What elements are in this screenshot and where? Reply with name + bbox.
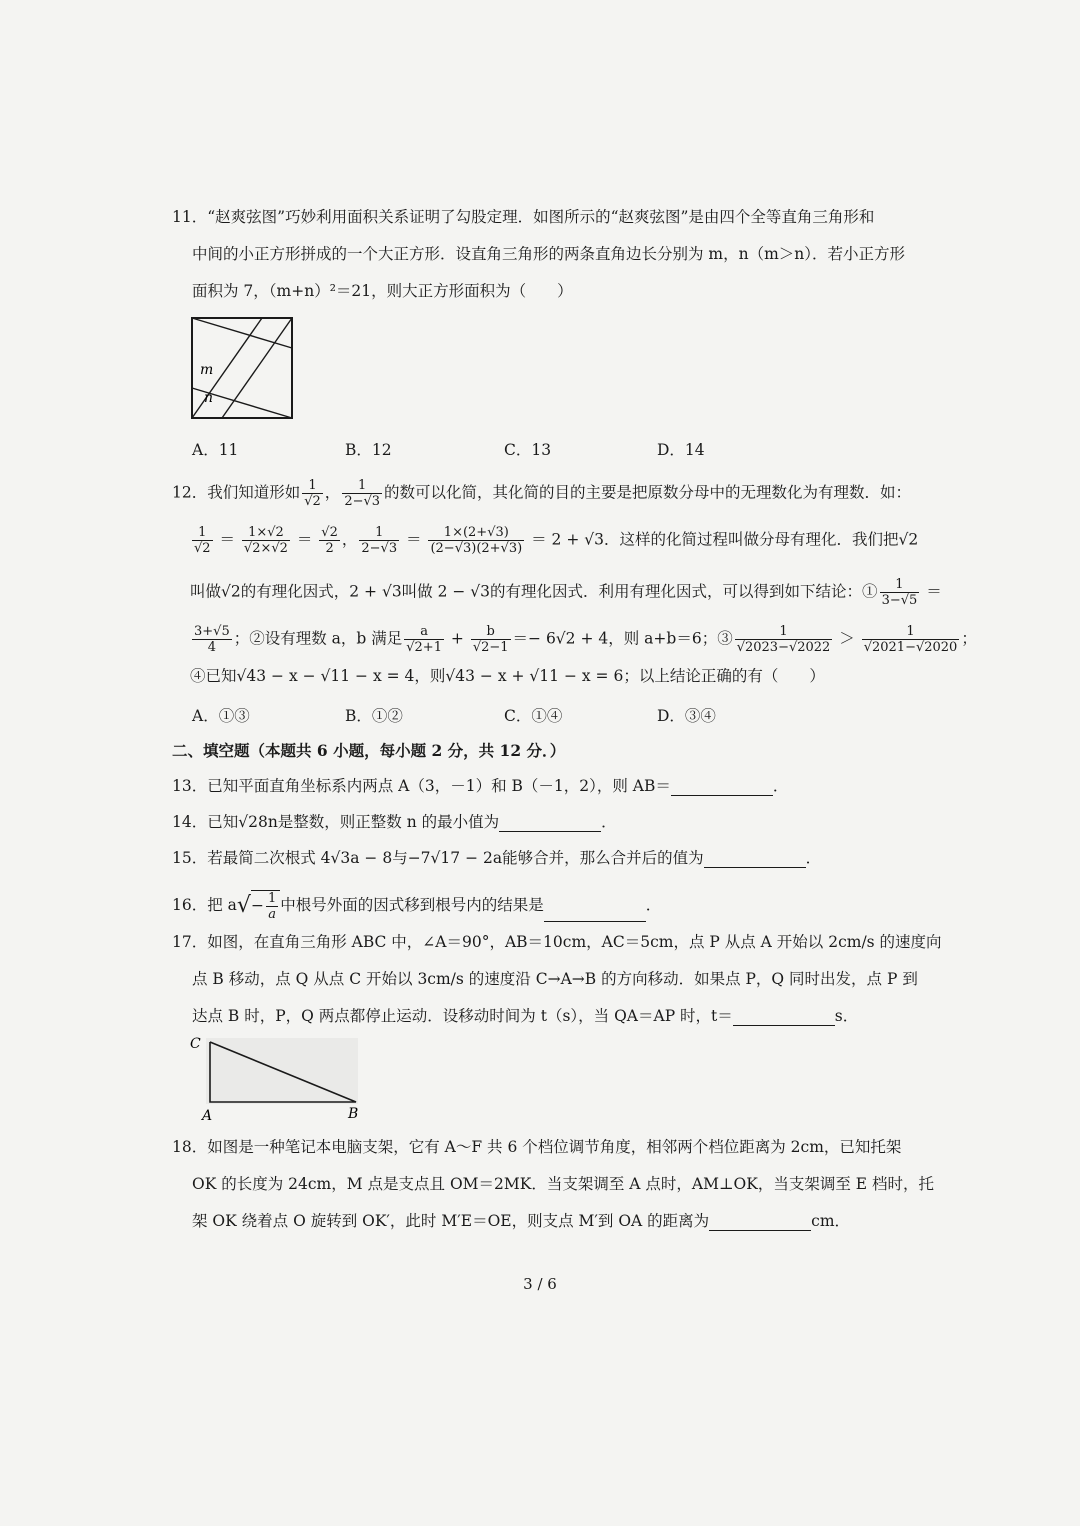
q12-conclusion-2: ；②设有理数 a，b 满足 [233,629,403,648]
q11-option-b: B．12 [345,441,392,459]
q11-option-c: C．13 [504,441,552,459]
fraction [192,525,213,556]
q17-line-1: 17．如图，在直角三角形 ABC 中，∠A＝90°，AB＝10cm，AC＝5cm，点 P 从点 A 开始以 2cm/s 的速度向 [172,933,942,951]
triangle-side-3 [222,318,292,418]
fraction [404,624,444,655]
q18-line-2: OK 的长度为 24cm，M 点是支点且 OM＝2MK．当支架调至 A 点时，AM⊥OK，当支架调至 E 档时，托 [192,1175,935,1193]
q12-option-b: B．①② [345,707,403,725]
q18-line-1: 18．如图是一种笔记本电脑支架，它有 A～F 共 6 个档位调节角度，相邻两个档位距离为 2cm，已知托架 [172,1138,902,1156]
q14-answer-blank[interactable] [499,815,601,832]
q12-line-2: $\frac{1}{√2}$ ＝ $\frac{1\times√2}{√2\times√2}$ ＝ $\frac{√2}{2}$ ， $\frac{1}{2-√3}$ ＝ $\frac{1\times(2+√3)}{(2-√3)(2+√3)}$ ＝ 2 + √3．这样的化简过程叫做分母有理化．我们把√2 [194,525,919,556]
denominator: √2−1 [472,640,509,655]
fraction [471,624,511,655]
denominator: 2−√3 [361,541,398,556]
radical-sign: √ [236,893,251,918]
numerator: 1 [735,624,833,640]
q13-text: 13．已知平面直角坐标系内两点 A（3，－1）和 B（－1，2），则 AB＝ [172,777,671,795]
numerator: 1 [192,525,213,541]
denominator: √2023−√2022 [736,640,831,655]
numerator: 1 [302,478,323,494]
label-n: n [204,390,214,406]
numerator: 1 [267,891,277,906]
numerator: 1 [880,577,920,593]
q11-line-1: 11．“赵爽弦图”巧妙利用面积关系证明了勾股定理．如图所示的“赵爽弦图”是由四个全等直角三角形和 [172,208,875,226]
q11-option-a: A．11 [192,441,239,459]
denominator: 4 [207,640,216,655]
fraction [302,478,323,509]
denominator: 2−√3 [344,494,381,509]
denominator: (2−√3)(2+√3) [430,541,523,556]
minus-sign: − [250,896,264,915]
q17-line-3-text: 达点 B 时，P，Q 两点都停止运动．设移动时间为 t（s），当 QA＝AP 时，t＝ [192,1007,733,1025]
q12-line-4: $\frac{3+√5}{4}$ ；②设有理数 a，b 满足 $\frac{a}{√2+1}$ + $\frac{b}{√2-1}$ ＝− 6√2 + 4，则 a+b＝6；③ $\frac{1}{√2023-√2022}$ ＞ $\frac{1}{√2021-√2020}$ ； [194,624,977,655]
page-number: 3 / 6 [523,1275,557,1293]
q17-answer-blank[interactable] [733,1009,835,1026]
q12-line-2-tail: ＝ 2 + √3．这样的化简过程叫做分母有理化．我们把√2 [531,530,919,549]
radicand [251,890,280,922]
q12-line-5: ④已知√43 − x − √11 − x = 4，则√43 − x + √11 − x = 6；以上结论正确的有（ ） [190,667,825,685]
q13-answer-blank[interactable] [671,779,773,796]
label-a: A [202,1108,213,1124]
label-b: B [348,1106,359,1122]
numerator: 1 [342,478,382,494]
q13: 13．已知平面直角坐标系内两点 A（3，－1）和 B（－1，2），则 AB＝ ． [172,777,789,795]
q12-intro-tail: 的数可以化简，其化简的目的主要是把原数分母中的无理数化为有理数．如： [384,483,912,502]
section-fill-blank-heading: 二、填空题（本题共 6 小题，每小题 2 分，共 12 分．） [172,741,566,760]
numerator: a [404,624,444,640]
q16: 16．把 a√− $\frac{1}{a}$ 中根号外面的因式移到根号内的结果是 ． [172,891,662,922]
q15-text: 15．若最简二次根式 4√3a − 8与−7√17 − 2a能够合并，那么合并后的值为 [172,849,704,867]
q12-line-3-text: 叫做√2的有理化因式，2 + √3叫做 2 − √3的有理化因式．利用有理化因式，可以得到如下结论：① [190,582,878,601]
denominator: √2 [194,541,211,556]
q17-line-3 [192,1006,858,1026]
q17-line-2: 点 B 移动，点 Q 从点 C 开始以 3cm/s 的速度沿 C→A→B 的方向移动．如果点 P，Q 同时出发，点 P 到 [192,970,918,988]
fraction [428,525,524,556]
q11-line-2: 中间的小正方形拼成的一个大正方形．设直角三角形的两条直角边长分别为 m，n（m＞n）．若小正方形 [192,245,906,263]
q12-line-1: 12．我们知道形如 $\frac{1}{√2}$ ， $\frac{1}{2-√3}$ 的数可以化简，其化简的目的主要是把原数分母中的无理数化为有理数．如： [172,478,912,509]
q18-line-3 [192,1211,850,1231]
q18-unit: cm． [811,1212,851,1230]
q17-unit: s． [834,1007,859,1025]
numerator: 1×(2+√3) [428,525,524,541]
q12-intro: 12．我们知道形如 [172,483,301,502]
right-triangle-abc [188,1034,368,1126]
q14: 14．已知√28n是整数，则正整数 n 的最小值为 ． [172,813,617,831]
q12-option-c: C．①④ [504,707,563,725]
numerator: 3+√5 [194,624,230,639]
denominator: √2+1 [406,640,442,655]
q15: 15．若最简二次根式 4√3a − 8与−7√17 − 2a能够合并，那么合并后的值为 ． [172,849,822,867]
fraction [192,624,232,655]
denominator: 3−√5 [881,593,918,608]
q14-text: 14．已知√28n是整数，则正整数 n 的最小值为 [172,813,500,831]
fraction [880,577,920,608]
fraction [319,525,340,556]
fraction [862,624,960,655]
q11-line-3: 面积为 7，（m+n）²＝21，则大正方形面积为（ ） [192,282,573,300]
numerator: 1 [862,624,960,640]
fraction [735,624,833,655]
fraction [266,891,278,922]
q18-line-3-text: 架 OK 绕着点 O 旋转到 OK′，此时 M′E＝OE，则支点 M′到 OA 的距离为 [192,1212,710,1230]
q16-text-b: 中根号外面的因式移到根号内的结果是 [280,896,544,914]
numerator: √2 [321,525,338,540]
label-c: C [190,1036,201,1052]
q15-answer-blank[interactable] [704,851,806,868]
fraction [359,525,399,556]
triangle-side-2 [192,318,292,348]
denominator: √2×√2 [243,541,288,556]
q16-answer-blank[interactable] [544,905,646,922]
numerator: b [471,624,511,640]
fraction [342,478,382,509]
zhao-shuang-diagram [190,316,294,420]
numerator: 1 [359,525,399,541]
numerator: 1×√2 [242,525,290,541]
q11-option-d: D．14 [657,441,705,459]
label-m: m [200,362,214,378]
denominator: a [268,907,276,922]
denominator: √2 [304,494,321,509]
denominator: √2021−√2020 [863,640,958,655]
q12-option-d: D．③④ [657,707,716,725]
q12-conclusion-2-tail: ＝− 6√2 + 4，则 a+b＝6；③ [512,629,733,648]
q18-answer-blank[interactable] [709,1214,811,1231]
denominator: 2 [325,541,334,556]
q12-line-3: 叫做√2的有理化因式，2 + √3叫做 2 − √3的有理化因式．利用有理化因式，可以得到如下结论：① $\frac{1}{3-√5}$ ＝ [190,577,942,608]
fraction [242,525,290,556]
q16-text-a: 16．把 a [172,896,237,914]
q12-option-a: A．①③ [192,707,250,725]
